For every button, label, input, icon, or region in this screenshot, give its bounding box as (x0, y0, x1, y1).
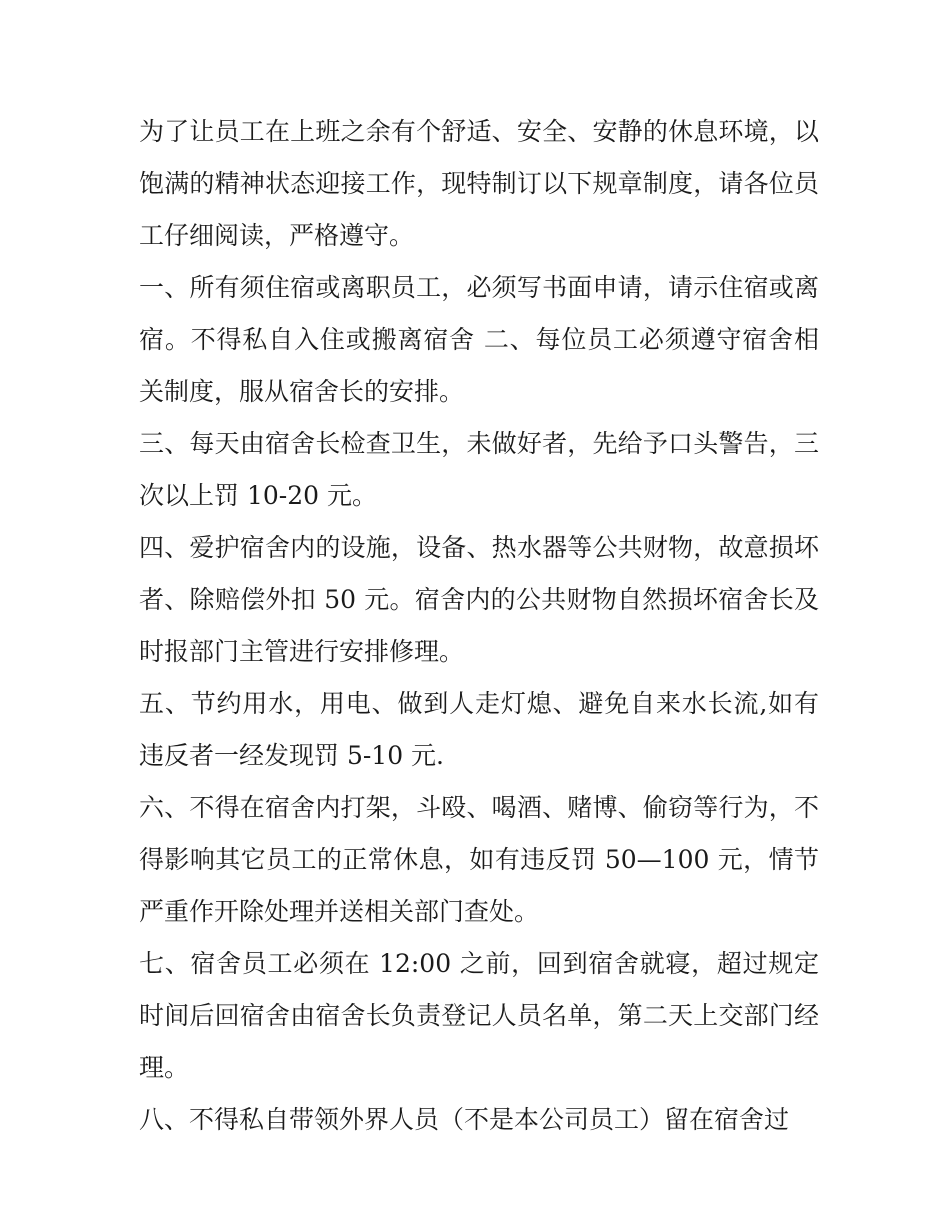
rule-paragraph-7: 七、宿舍员工必须在 12:00 之前，回到宿舍就寝，超过规定时间后回宿舍由宿舍长负责登记人员名单，第二天上交部门经理。 (139, 949, 819, 1082)
rule-paragraph-6: 六、不得在宿舍内打架，斗殴、喝酒、赌博、偷窃等行为，不得影响其它员工的正常休息，如有违反罚 50—100 元，情节严重作开除处理并送相关部门查处。 (139, 793, 819, 926)
document-body (139, 106, 819, 1146)
rule-paragraph-8: 八、不得私自带领外界人员（不是本公司员工）留在宿舍过 (139, 1105, 790, 1134)
rule-paragraph-4: 四、爱护宿舍内的设施，设备、热水器等公共财物，故意损坏者、除赔偿外扣 50 元。宿舍内的公共财物自然损坏宿舍长及时报部门主管进行安排修理。 (139, 533, 819, 666)
rule-paragraph-1-2: 一、所有须住宿或离职员工，必须写书面申请，请示住宿或离宿。不得私自入住或搬离宿舍 二、每位员工必须遵守宿舍相关制度，服从宿舍长的安排。 (139, 273, 819, 406)
rule-paragraph-5: 五、节约用水，用电、做到人走灯熄、避免自来水长流,如有违反者一经发现罚 5-10 元. (139, 689, 819, 770)
intro-paragraph: 为了让员工在上班之余有个舒适、安全、安静的休息环境，以饱满的精神状态迎接工作，现特制订以下规章制度，请各位员工仔细阅读，严格遵守。 (139, 117, 819, 250)
rule-paragraph-3: 三、每天由宿舍长检查卫生，未做好者，先给予口头警告，三次以上罚 10-20 元。 (139, 429, 819, 510)
